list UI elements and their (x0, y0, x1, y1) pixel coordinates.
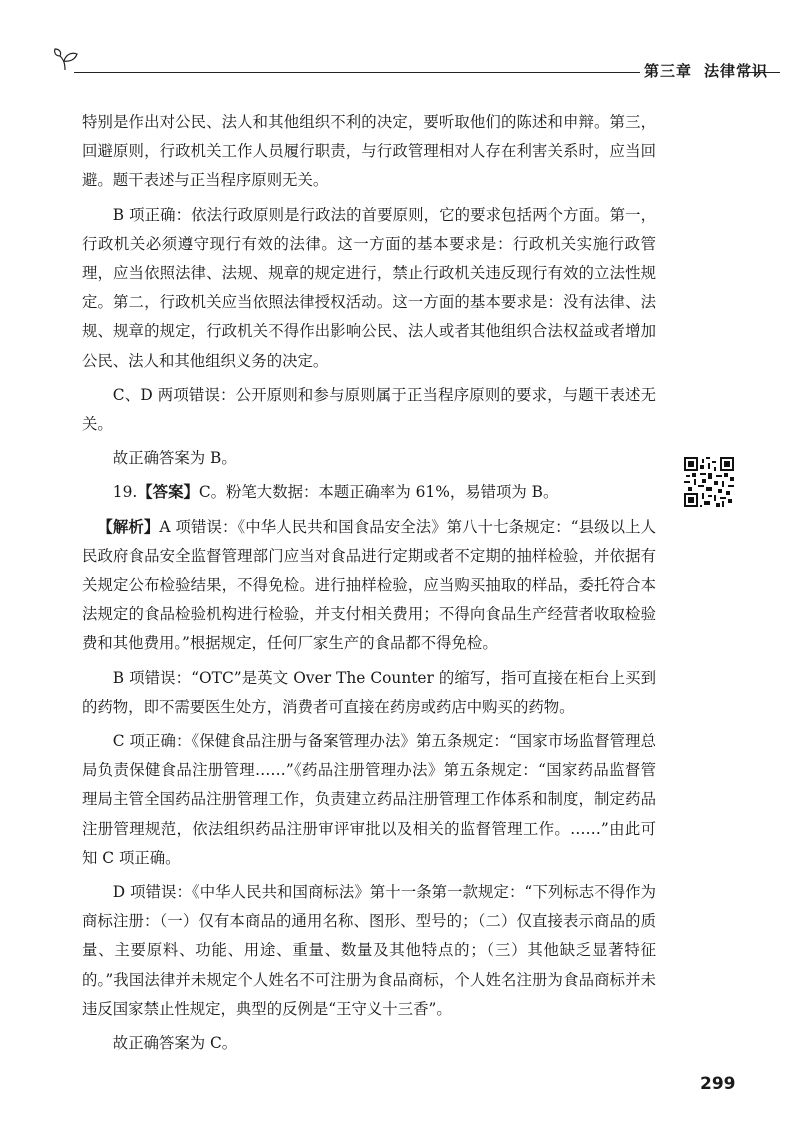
paragraph-option-d: D 项错误：《中华人民共和国商标法》第十一条第一款规定：“下列标志不得作为商标注册：（一）仅有本商品的通用名称、图形、型号的；（二）仅直接表示商品的质量、主要原料、功能、用途、重量、数量及其他特点的；（三）其他缺乏显著特征的。”我国法律并未规定个人姓名不可注册为食品商标，个人姓名注册为食品商标并未违反国家禁止性规定，典型的反例是“王守义十三香”。 (82, 883, 656, 1018)
paragraph-answer-c: 故正确答案为 C。 (112, 1034, 238, 1053)
paragraph-option-b-otc: B 项错误：“OTC”是英文 Over The Counter 的缩写，指可直接在柜台上买到的药物，即不需要医生处方，消费者可直接在药房或药店中购买的药物。 (82, 668, 656, 716)
paragraph-q19-answer: 19.【答案】C。粉笔大数据：本题正确率为 61%，易错项为 B。 (112, 483, 559, 502)
running-header (52, 46, 780, 80)
analysis-tag: 【解析】 (97, 517, 160, 536)
question-number: 19. (112, 483, 138, 502)
page-number: 299 (700, 1074, 736, 1094)
paragraph-option-c: C 项正确：《保健食品注册与备案管理办法》第五条规定：“国家市场监督管理总局负责保健食品注册管理……”《药品注册管理办法》第五条规定：“国家药品监督管理局主管全国药品注册管理工作，负责建立药品注册管理工作体系和制度，制定药品注册管理规范，依法组织药品注册审评审批以及相关的监督管理工作。……”由此可知 C 项正确。 (82, 732, 656, 867)
sprout-icon (52, 46, 80, 74)
page-body (82, 108, 656, 1063)
paragraph-answer-b: 故正确答案为 B。 (112, 449, 237, 468)
paragraph-option-cd: C、D 两项错误：公开原则和参与原则属于正当程序原则的要求，与题干表述无关。 (82, 385, 656, 434)
answer-tag: 【答案】 (137, 483, 199, 502)
header-rule-right (740, 72, 780, 73)
qr-code-icon[interactable] (684, 457, 734, 507)
chapter-title: 法律常识 (704, 62, 769, 80)
chapter-heading (644, 60, 768, 81)
header-rule-left (74, 72, 640, 73)
paragraph-option-b: B 项正确：依法行政原则是行政法的首要原则，它的要求包括两个方面。第一，行政机关必须遵守现行有效的法律。这一方面的基本要求是：行政机关实施行政管理，应当依照法律、法规、规章的规定进行，禁止行政机关违反现行有效的立法性规定。第二，行政机关应当依照法律授权活动。这一方面的基本要求是：没有法律、法规、规章的规定，行政机关不得作出影响公民、法人或者其他组织合法权益或者增加公民、法人和其他组织义务的决定。 (82, 205, 656, 370)
paragraph-continued: 特别是作出对公民、法人和其他组织不利的决定，要听取他们的陈述和申辩。第三，回避原则，行政机关工作人员履行职责，与行政管理相对人存在利害关系时，应当回避。题干表述与正当程序原则无关。 (82, 113, 656, 190)
paragraph-analysis-a: 【解析】A 项错误：《中华人民共和国食品安全法》第八十七条规定：“县级以上人民政府食品安全监督管理部门应当对食品进行定期或者不定期的抽样检验，并依据有关规定公布检验结果，不得免检。进行抽样检验，应当购买抽取的样品，委托符合本法规定的食品检验机构进行检验，并支付相关费用；不得向食品生产经营者收取检验费和其他费用。”根据规定，任何厂家生产的食品都不得免检。 (82, 517, 656, 653)
chapter-number: 第三章 (644, 62, 693, 80)
